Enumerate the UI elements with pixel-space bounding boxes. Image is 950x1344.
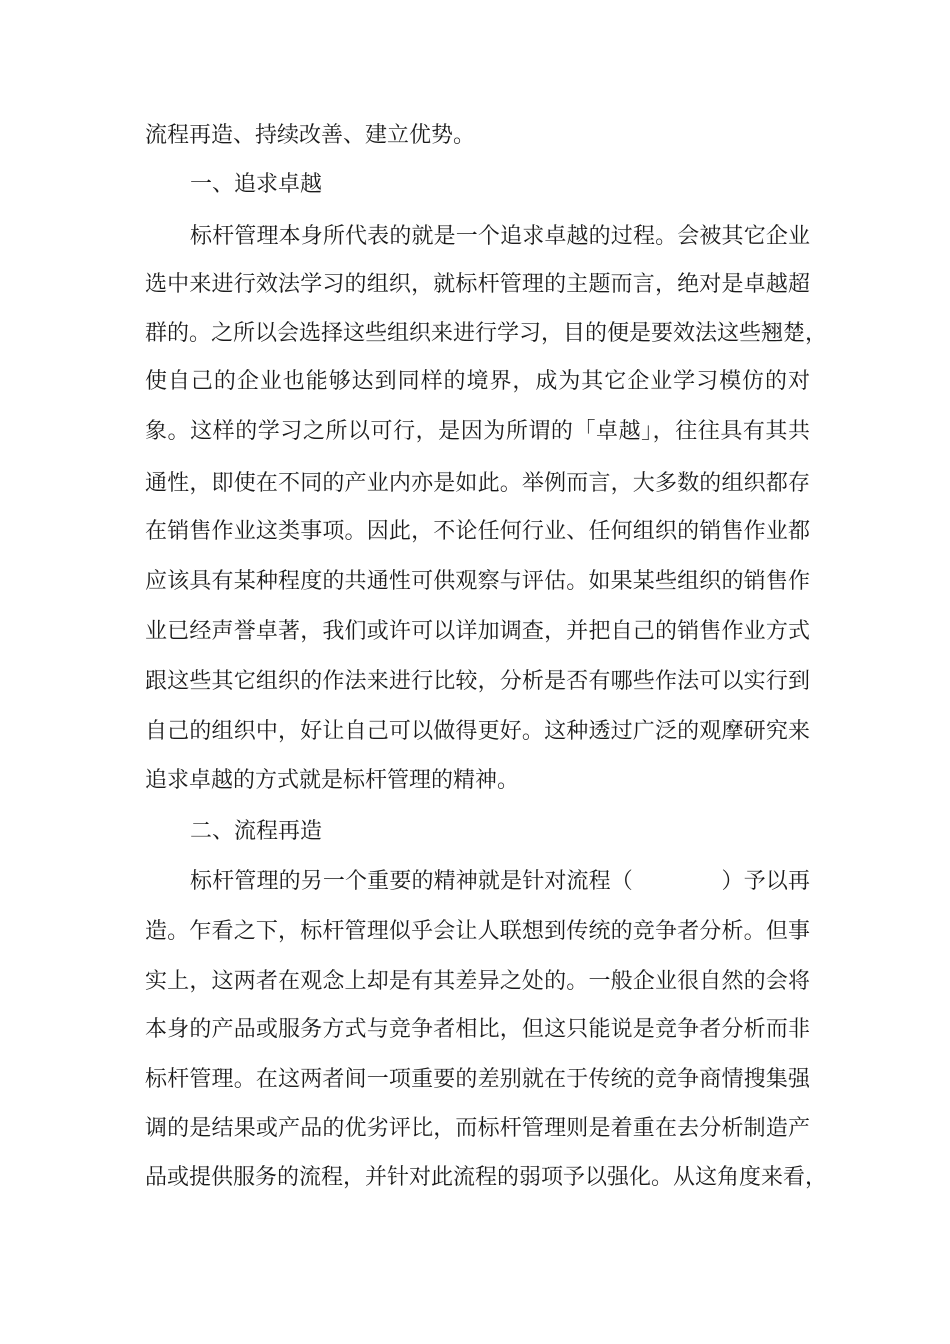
- text-line: 业已经声誉卓著，我们或许可以详加调查，并把自己的销售作业方式: [145, 619, 810, 644]
- text-line: 实上，这两者在观念上却是有其差异之处的。一般企业很自然的会将: [145, 969, 810, 994]
- paragraph-first-line: 标杆管理的另一个重要的精神就是针对流程（ ）予以再: [190, 869, 810, 894]
- section-heading: 一、追求卓越: [190, 172, 323, 197]
- paragraph-first-line: 标杆管理本身所代表的就是一个追求卓越的过程。会被其它企业: [190, 224, 810, 249]
- text-line: 应该具有某种程度的共通性可供观察与评估。如果某些组织的销售作: [145, 569, 810, 594]
- text-line: 群的。之所以会选择这些组织来进行学习，目的便是要效法这些翘楚，: [145, 321, 828, 346]
- text-line: 流程再造、持续改善、建立优势。: [145, 123, 476, 148]
- section-heading: 二、流程再造: [190, 819, 323, 844]
- text-line: 通性，即使在不同的产业内亦是如此。举例而言，大多数的组织都存: [145, 471, 810, 496]
- text-line: 调的是结果或产品的优劣评比，而标杆管理则是着重在去分析制造产: [145, 1116, 810, 1141]
- text-line: 选中来进行效法学习的组织，就标杆管理的主题而言，绝对是卓越超: [145, 272, 810, 297]
- text-line: 跟这些其它组织的作法来进行比较，分析是否有哪些作法可以实行到: [145, 669, 810, 694]
- text-line: 在销售作业这类事项。因此，不论任何行业、任何组织的销售作业都: [145, 519, 810, 544]
- text-line: 本身的产品或服务方式与竞争者相比，但这只能说是竞争者分析而非: [145, 1017, 810, 1042]
- text-line: 使自己的企业也能够达到同样的境界，成为其它企业学习模仿的对: [145, 369, 810, 394]
- text-line: 造。乍看之下，标杆管理似乎会让人联想到传统的竞争者分析。但事: [145, 919, 810, 944]
- text-line: 品或提供服务的流程，并针对此流程的弱项予以强化。从这角度来看，: [145, 1165, 828, 1190]
- text-line: 标杆管理。在这两者间一项重要的差别就在于传统的竞争商情搜集强: [145, 1067, 810, 1092]
- text-line: 追求卓越的方式就是标杆管理的精神。: [145, 768, 520, 793]
- text-line: 自己的组织中，好让自己可以做得更好。这种透过广泛的观摩研究来: [145, 719, 810, 744]
- text-line: 象。这样的学习之所以可行，是因为所谓的「卓越」，往往具有其共: [145, 419, 810, 444]
